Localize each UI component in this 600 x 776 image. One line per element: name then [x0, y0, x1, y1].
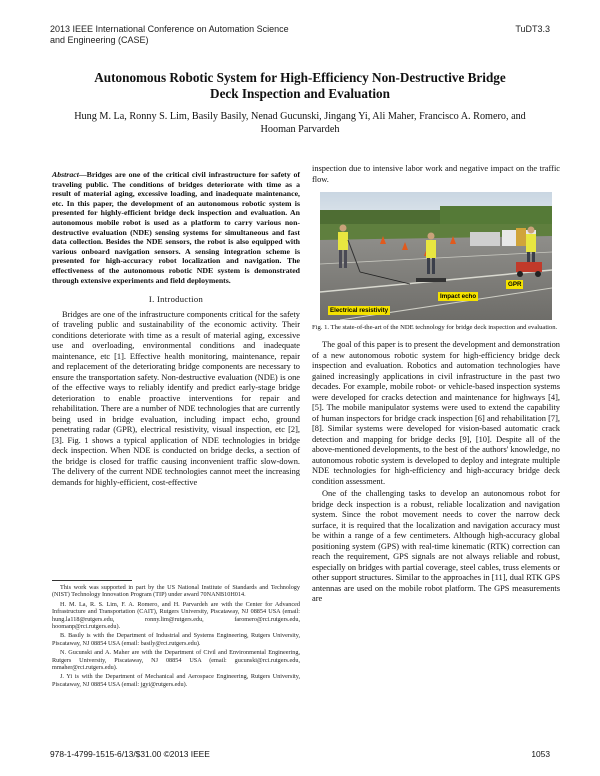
right-column [312, 164, 560, 605]
intro-paragraph-2: The goal of this paper is to present the development and demonstration of a new autonomous robotic system for high-efficiency bridge deck inspection and evaluation. Robotics and automation technologies have gained increasingly applications in civil infrastructure in the past two decades. For example, mobile robot- or vehicle-based inspection systems were developed for cracks detection and maintenance for highways [4], [5]. The mobile manipulator systems were used to extend the capability of human inspectors for bridge crack inspection [6] and rehabilitation [7], [8]. Similar systems were developed for vision-based automatic crack detection and mapping for bridge decks [9], [10]. Despite all of the above-mentioned developments, to the best of the authors' knowledge, no autonomous robotic system is developed to deploy and integrate multiple NDE technologies for high-efficiency and high-accuracy bridge deck condition assessment. [312, 340, 560, 486]
conference-header [50, 24, 350, 46]
session-code: TuDT3.3 [515, 24, 550, 34]
paper-title [50, 70, 550, 102]
footnote-affiliation-ise: B. Basily is with the Department of Industrial and Systems Engineering, Rutgers University, Piscataway, NJ 08854 USA (email: basily@rci.rutgers.edu). [52, 632, 300, 647]
section-heading-introduction: I. Introduction [148, 294, 204, 305]
footnote-affiliation-mae: J. Yi is with the Department of Mechanical and Aerospace Engineering, Rutgers University, Piscataway, NJ 08854 USA (email: jgyi@rutgers.edu). [52, 673, 300, 688]
footnote-rule [52, 580, 132, 581]
footnotes [52, 580, 300, 690]
figure-1-caption: Fig. 1. The state-of-the-art of the NDE technology for bridge deck inspection and evaluation. [312, 324, 558, 331]
copyright-isbn: 978-1-4799-1515-6/13/$31.00 ©2013 IEEE [50, 749, 210, 759]
author-list [50, 110, 550, 136]
footnote-affiliation-cee: N. Gucunski and A. Maher are with the Department of Civil and Environmental Engineering, Rutgers University, Piscataway, NJ 08854 USA (email: gucunski@rci.rutgers.edu, mmaher@rci.rutgers.edu). [52, 649, 300, 672]
title-line-1: Autonomous Robotic System for High-Efficiency Non-Destructive Bridge [94, 70, 506, 85]
authors-line-2: Hooman Parvardeh [260, 124, 340, 135]
page-number: 1053 [531, 749, 550, 759]
conference-line-2: and Engineering (CASE) [50, 35, 149, 45]
abstract [52, 170, 300, 285]
left-column [52, 170, 300, 488]
label-gpr: GPR [508, 281, 522, 288]
footnote-funding: This work was supported in part by the US National Institute of Standards and Technology (NIST) Technology Innovation Program (TIP) under award 70NANB10H014. [52, 584, 300, 599]
authors-line-1: Hung M. La, Ronny S. Lim, Basily Basily, Nenad Gucunski, Jingang Yi, Ali Maher, Francisco A. Romero, and [74, 111, 526, 122]
footnote-affiliation-cait: H. M. La, R. S. Lim, F. A. Romero, and H. Parvardeh are with the Center for Advanced Infrastructure and Transportation (CAIT), Rutgers University, Piscataway, NJ 08854 USA (email: hung.la118@rutgers.edu, ronny.lim@rutgers.edu, faromero@rci.rutgers.edu, hoomanp@rci.rutgers.edu). [52, 600, 300, 631]
intro-paragraph-1-continued: inspection due to intensive labor work and negative impact on the traffic flow. [312, 164, 560, 184]
abstract-label: Abstract [52, 170, 79, 179]
bridge-inspection-photo [320, 192, 552, 320]
label-impact-echo: Impact echo [440, 293, 477, 300]
intro-paragraph-1: Bridges are one of the infrastructure components critical for the safety of traveling public and sustainability of the economic activity. Their conditions deteriorate with time as a result of material aging, excessive use and overloading, environmental conditions and inadequate maintenance, etc [1]. Effective health monitoring, maintenance, repair and replacement of the deteriorating bridge components are necessary to ensure the transportation safety. Non-destructive evaluation (NDE) is one of the effective ways to reliably identify and predict early-stage bridge deterioration to enable proactive interventions for repair and rehabilitation. There are a number of NDE technologies that are currently being used in bridge evaluation, including impact echo, ground penetrating radar (GPR), electrical resistivity, visual inspection, etc [2], [3]. Fig. 1 shows a typical application of NDE technologies in bridge deck inspection. When NDE is conducted on bridge decks, a section of the bridge is closed for traffic causing inconvenient traffic slow-down. The delivery of the current NDE technologies cannot meet the increasing demands for highly-efficient, cost-effective [52, 309, 300, 487]
intro-paragraph-3: One of the challenging tasks to develop an autonomous robot for bridge deck inspection is a robust, reliable localization and navigation system. Since the robot movement needs to cover the narrow deck surface, it is required that the localization and navigation accuracy must be within a range of a few centimeters. Although high-accuracy global positioning system (GPS) with real-time kinematic (RTK) correction can reach the requirement, GPS signals are not always reliable and robust, especially on bridges with partial coverage, steel cables, truss elements or other support structures. Similar to the approaches in [11], dual RTK GPS antennas are used on the mobile robot platform. The GPS measurements are [312, 489, 560, 603]
figure-1-photo [320, 192, 552, 320]
title-line-2: Deck Inspection and Evaluation [210, 86, 390, 101]
conference-line-1: 2013 IEEE International Conference on Automation Science [50, 24, 289, 34]
abstract-text: —Bridges are one of the critical civil infrastructure for safety of traveling public. The conditions of bridges deteriorate with time as a result of material aging, excessive loading, and inadequate maintenance, etc. In this paper, the development of an autonomous robotic system is presented for highly-efficient bridge deck inspection and evaluation. An autonomous mobile robot is used as a platform to carry various non-destructive evaluation (NDE) sensing systems for simultaneous and fast data collection. Besides the NDE sensors, the robot is also equipped with various onboard navigation sensors. A sensing integration scheme is presented for high-accuracy robot localization and navigation. The effectiveness of the autonomous robotic NDE system is demonstrated through extensive experiments and field deployments. [52, 170, 300, 285]
label-electrical-resistivity: Electrical resistivity [330, 307, 389, 314]
